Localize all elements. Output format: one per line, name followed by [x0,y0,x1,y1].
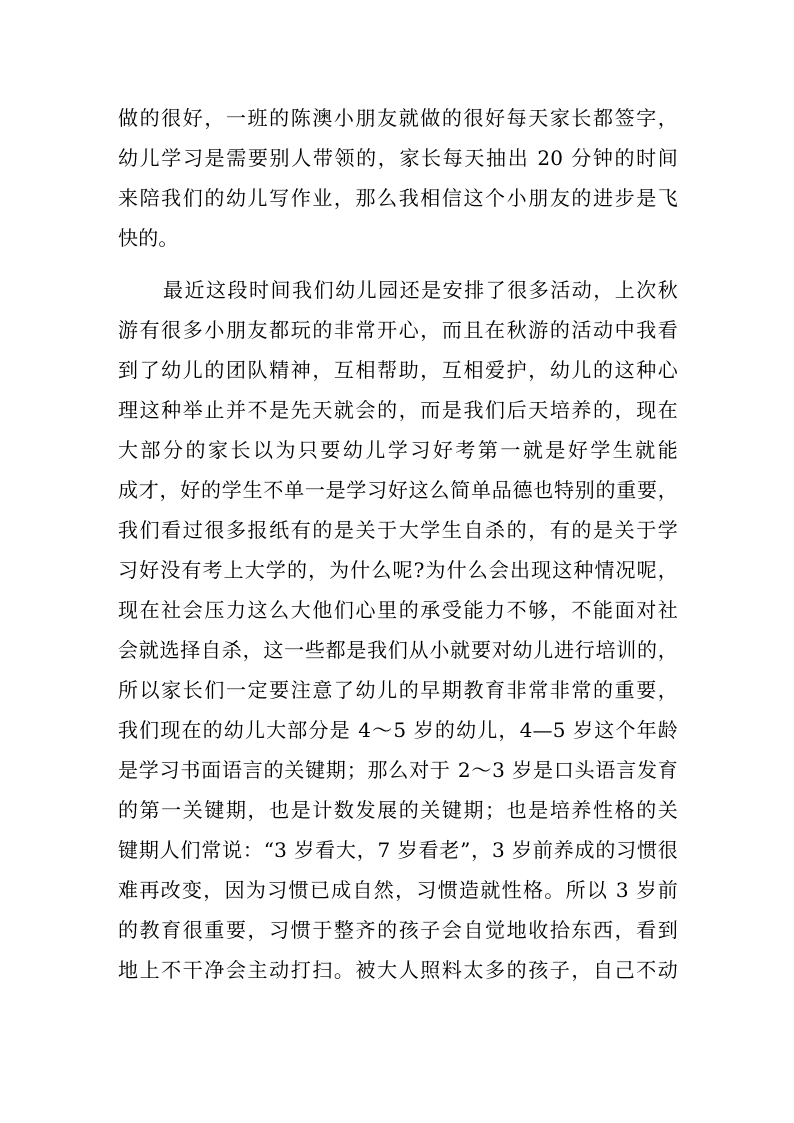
body-text [118,98,678,990]
text-line: 难再改变，因为习惯已成自然，习惯造就性格。所以 3 岁前 [118,878,678,902]
text-line: 来陪我们的幼儿写作业，那么我相信这个小朋友的进步是飞 [118,186,678,210]
text-line: 到了幼儿的团队精神，互相帮助，互相爱护，幼儿的这种心 [118,358,678,382]
text-line: 会就选择自杀，这一些都是我们从小就要对幼儿进行培训的， [118,638,678,662]
text-line: 理这种举止并不是先天就会的，而是我们后天培养的，现在 [118,398,678,422]
text-line: 最近这段时间我们幼儿园还是安排了很多活动，上次秋 [163,278,678,302]
text-line: 大部分的家长以为只要幼儿学习好考第一就是好学生就能 [118,438,678,462]
text-line: 我们现在的幼儿大部分是 4～5 岁的幼儿，4—5 岁这个年龄 [118,718,678,742]
text-line: 习好没有考上大学的，为什么呢?为什么会出现这种情况呢， [118,558,678,582]
paragraph-2 [118,270,678,990]
text-line: 地上不干净会主动打扫。被大人照料太多的孩子，自己不动 [118,958,678,982]
paragraph-1 [118,98,678,258]
text-line: 快的。 [118,226,179,250]
text-line: 现在社会压力这么大他们心里的承受能力不够，不能面对社 [118,598,678,622]
text-line: 我们看过很多报纸有的是关于大学生自杀的，有的是关于学 [118,518,678,542]
text-line: 的第一关键期，也是计数发展的关键期；也是培养性格的关 [118,798,678,822]
text-line: 幼儿学习是需要别人带领的，家长每天抽出 20 分钟的时间 [118,146,678,170]
text-line: 的教育很重要，习惯于整齐的孩子会自觉地收拾东西，看到 [118,918,678,942]
text-line: 游有很多小朋友都玩的非常开心，而且在秋游的活动中我看 [118,318,678,342]
text-line: 是学习书面语言的关键期；那么对于 2～3 岁是口头语言发育 [118,758,678,782]
text-line: 做的很好，一班的陈澳小朋友就做的很好每天家长都签字， [118,106,678,130]
text-line: 所以家长们一定要注意了幼儿的早期教育非常非常的重要， [118,678,678,702]
paragraph-gap [118,258,678,270]
text-line: 成才，好的学生不单一是学习好这么简单品德也特别的重要， [118,478,678,502]
text-line: 键期人们常说：“3 岁看大，7 岁看老”，3 岁前养成的习惯很 [118,838,678,862]
